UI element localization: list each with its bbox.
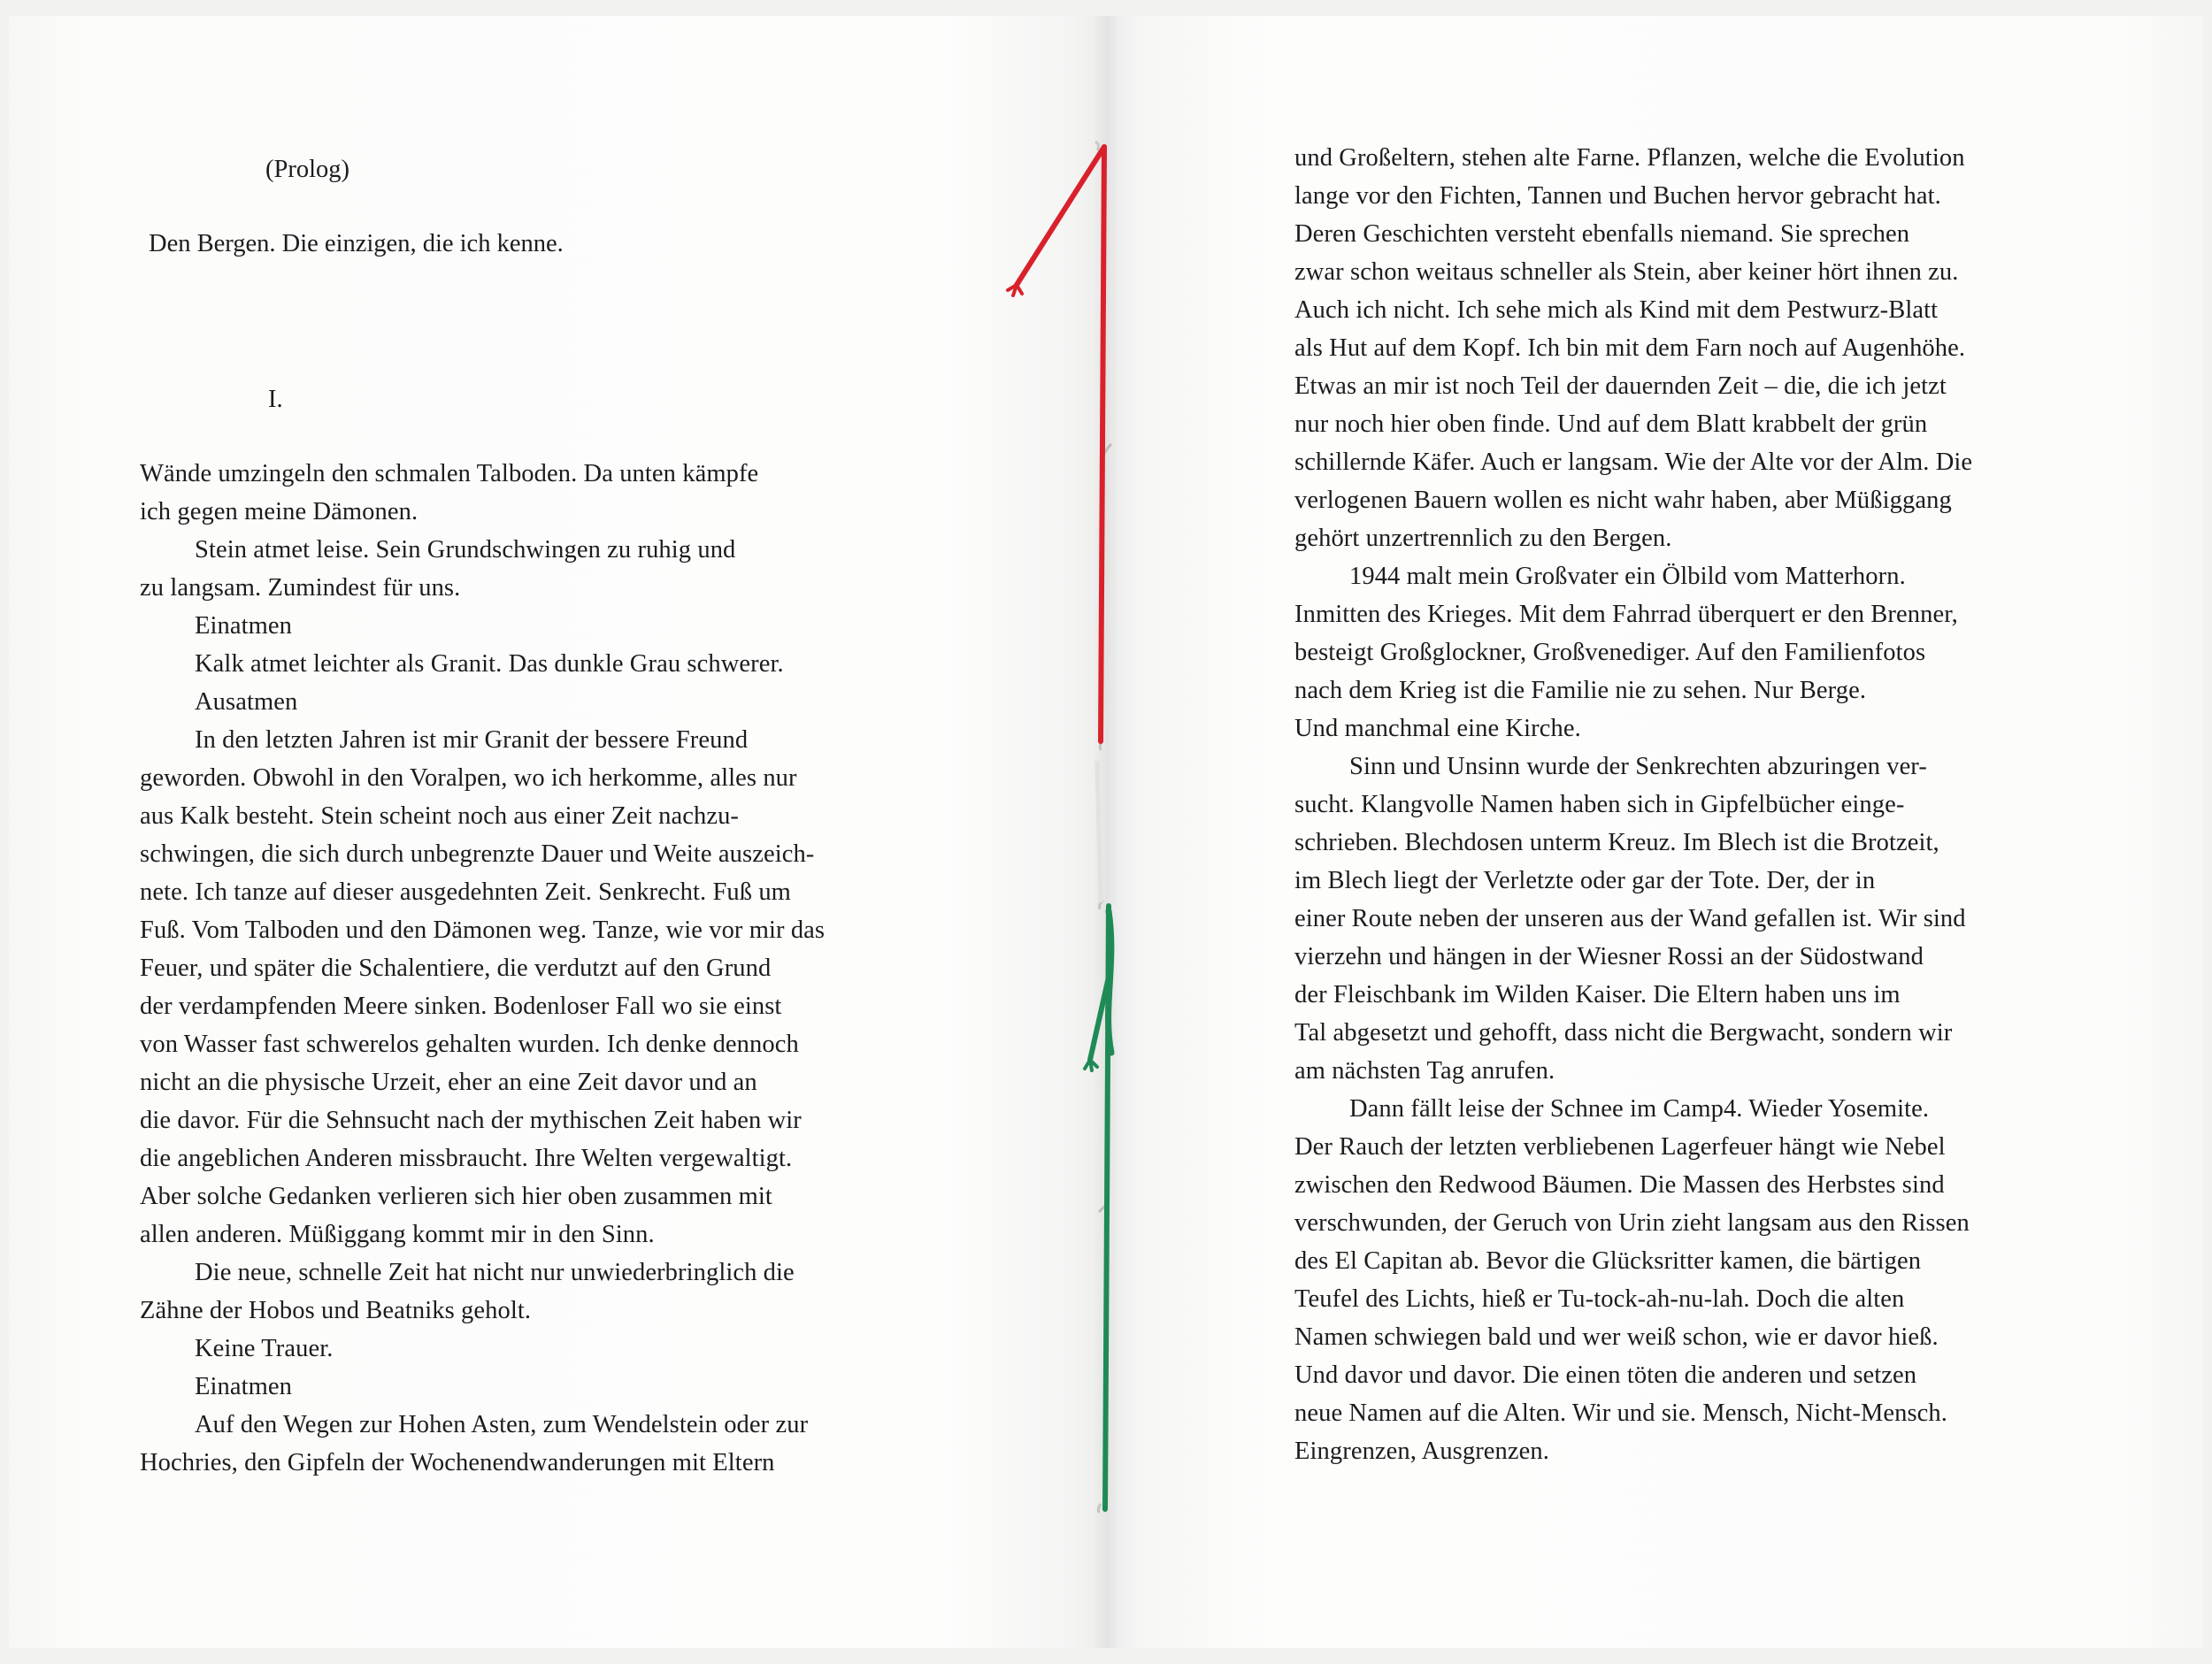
text-line: geworden. Obwohl in den Voralpen, wo ich herkomme, alles nur bbox=[140, 764, 797, 792]
text-line: Sinn und Unsinn wurde der Senkrechten abzuringen ver- bbox=[1349, 753, 1927, 780]
text-line: ich gegen meine Dämonen. bbox=[140, 498, 419, 525]
text-line: Namen schwiegen bald und wer weiß schon, wie er davor hieß. bbox=[1294, 1323, 1939, 1351]
text-line: In den letzten Jahren ist mir Granit der bessere Freund bbox=[195, 726, 749, 754]
text-line: Teufel des Lichts, hieß er Tu-tock-ah-nu-lah. Doch die alten bbox=[1294, 1285, 1905, 1313]
text-line: verlogenen Bauern wollen es nicht wahr haben, aber Müßiggang bbox=[1294, 487, 1952, 514]
text-line: Feuer, und später die Schalentiere, die verdutzt auf den Grund bbox=[140, 955, 772, 982]
text-line: schwingen, die sich durch unbegrenzte Dauer und Weite auszeich- bbox=[140, 840, 815, 868]
text-line: Inmitten des Krieges. Mit dem Fahrrad überquert er den Brenner, bbox=[1294, 601, 1958, 628]
text-line: des El Capitan ab. Bevor die Glücksritter kamen, die bärtigen bbox=[1294, 1247, 1922, 1275]
text-line: als Hut auf dem Kopf. Ich bin mit dem Farn noch auf Augenhöhe. bbox=[1294, 334, 1966, 362]
text-line: der Fleischbank im Wilden Kaiser. Die Eltern haben uns im bbox=[1294, 981, 1901, 1008]
text-line: 1944 malt mein Großvater ein Ölbild vom Matterhorn. bbox=[1349, 563, 1906, 590]
text-line: nicht an die physische Urzeit, eher an eine Zeit davor und an bbox=[140, 1069, 757, 1096]
left-page-text bbox=[140, 455, 825, 1482]
chapter-heading: I. bbox=[268, 386, 283, 413]
text-line: zwischen den Redwood Bäumen. Die Massen des Herbstes sind bbox=[1294, 1171, 1945, 1199]
text-line: Einatmen bbox=[195, 612, 293, 640]
prolog-heading: (Prolog) bbox=[265, 156, 349, 183]
right-page-text bbox=[1294, 139, 1972, 1470]
text-line: im Blech liegt der Verletzte oder gar der Tote. Der, der in bbox=[1294, 867, 1876, 894]
dedication-line: Den Bergen. Die einzigen, die ich kenne. bbox=[149, 230, 564, 257]
text-line: Die neue, schnelle Zeit hat nicht nur unwiederbringlich die bbox=[195, 1259, 795, 1286]
text-line: vierzehn und hängen in der Wiesner Rossi an der Südostwand bbox=[1294, 943, 1924, 970]
text-line: Stein atmet leise. Sein Grundschwingen zu ruhig und bbox=[195, 536, 736, 564]
text-line: der verdampfenden Meere sinken. Bodenloser Fall wo sie einst bbox=[140, 993, 782, 1020]
text-line: Ausatmen bbox=[195, 688, 298, 716]
text-line: und Großeltern, stehen alte Farne. Pflanzen, welche die Evolution bbox=[1294, 144, 1965, 172]
text-line: Tal abgesetzt und gehofft, dass nicht die Bergwacht, sondern wir bbox=[1294, 1019, 1953, 1047]
text-line: Der Rauch der letzten verbliebenen Lagerfeuer hängt wie Nebel bbox=[1294, 1133, 1946, 1161]
text-line: zwar schon weitaus schneller als Stein, aber keiner hört ihnen zu. bbox=[1294, 258, 1959, 286]
text-line: nach dem Krieg ist die Familie nie zu sehen. Nur Berge. bbox=[1294, 677, 1867, 704]
text-line: Und davor und davor. Die einen töten die anderen und setzen bbox=[1294, 1361, 1917, 1389]
gutter-shadow bbox=[1094, 16, 1118, 1648]
text-line: zu langsam. Zumindest für uns. bbox=[140, 574, 461, 602]
text-line: besteigt Großglockner, Großvenediger. Auf den Familienfotos bbox=[1294, 639, 1926, 666]
text-line: Wände umzingeln den schmalen Talboden. Da unten kämpfe bbox=[140, 460, 759, 487]
text-line: Kalk atmet leichter als Granit. Das dunkle Grau schwerer. bbox=[195, 650, 784, 678]
text-line: die angeblichen Anderen missbraucht. Ihre Welten vergewaltigt. bbox=[140, 1145, 793, 1172]
text-line: Zähne der Hobos und Beatniks geholt. bbox=[140, 1297, 532, 1324]
text-line: die davor. Für die Sehnsucht nach der mythischen Zeit haben wir bbox=[140, 1107, 802, 1134]
text-line: nete. Ich tanze auf dieser ausgedehnten Zeit. Senkrecht. Fuß um bbox=[140, 878, 791, 906]
text-line: verschwunden, der Geruch von Urin zieht langsam aus den Rissen bbox=[1294, 1209, 1970, 1237]
text-line: lange vor den Fichten, Tannen und Buchen hervor gebracht hat. bbox=[1294, 182, 1941, 210]
text-line: schillernde Käfer. Auch er langsam. Wie der Alte vor der Alm. Die bbox=[1294, 449, 1973, 476]
text-line: Eingrenzen, Ausgrenzen. bbox=[1294, 1438, 1549, 1465]
text-line: Dann fällt leise der Schnee im Camp4. Wieder Yosemite. bbox=[1349, 1095, 1930, 1123]
text-line: neue Namen auf die Alten. Wir und sie. Mensch, Nicht-Mensch. bbox=[1294, 1399, 1948, 1427]
text-line: Auch ich nicht. Ich sehe mich als Kind mit dem Pestwurz-Blatt bbox=[1294, 296, 1939, 324]
text-line: Und manchmal eine Kirche. bbox=[1294, 715, 1581, 742]
text-line: schrieben. Blechdosen unterm Kreuz. Im Blech ist die Brotzeit, bbox=[1294, 829, 1939, 856]
text-line: Keine Trauer. bbox=[195, 1335, 334, 1362]
text-line: Auf den Wegen zur Hohen Asten, zum Wendelstein oder zur bbox=[195, 1411, 809, 1438]
text-line: Einatmen bbox=[195, 1373, 293, 1400]
text-line: nur noch hier oben finde. Und auf dem Blatt krabbelt der grün bbox=[1294, 410, 1928, 438]
text-line: am nächsten Tag anrufen. bbox=[1294, 1057, 1555, 1085]
text-line: einer Route neben der unseren aus der Wand gefallen ist. Wir sind bbox=[1294, 905, 1966, 932]
text-line: Aber solche Gedanken verlieren sich hier oben zusammen mit bbox=[140, 1183, 772, 1210]
text-line: Etwas an mir ist noch Teil der dauernden Zeit – die, die ich jetzt bbox=[1294, 372, 1947, 400]
text-line: allen anderen. Müßiggang kommt mir in den Sinn. bbox=[140, 1221, 655, 1248]
text-line: aus Kalk besteht. Stein scheint noch aus einer Zeit nachzu- bbox=[140, 802, 740, 830]
text-line: Hochries, den Gipfeln der Wochenendwanderungen mit Eltern bbox=[140, 1449, 775, 1476]
text-line: sucht. Klangvolle Namen haben sich in Gipfelbücher einge- bbox=[1294, 791, 1905, 818]
text-line: Deren Geschichten versteht ebenfalls niemand. Sie sprechen bbox=[1294, 220, 1910, 248]
text-line: gehört unzertrennlich zu den Bergen. bbox=[1294, 525, 1672, 552]
text-line: von Wasser fast schwerelos gehalten wurden. Ich denke dennoch bbox=[140, 1031, 799, 1058]
text-line: Fuß. Vom Talboden und den Dämonen weg. Tanze, wie vor mir das bbox=[140, 916, 826, 944]
